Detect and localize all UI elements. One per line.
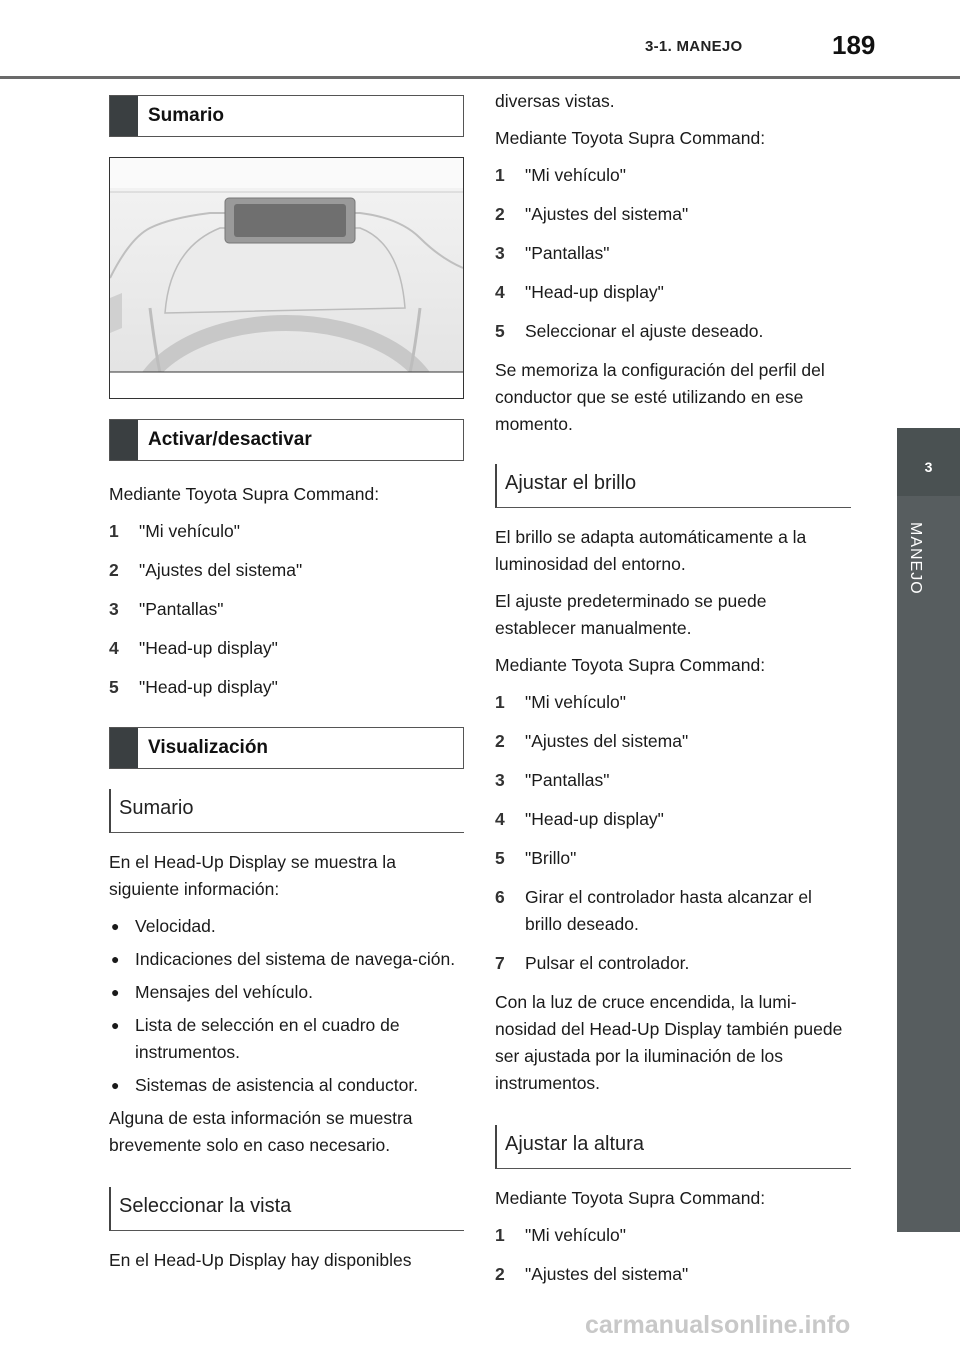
paragraph: Mediante Toyota Supra Command:	[109, 484, 380, 504]
list-item: ● Mensajes del vehículo.	[111, 982, 314, 1002]
paragraph: Con la luz de cruce encendida, la lumi-nosidad del Head-Up Display también puede ser ajustada por la iluminación de los instrumentos.	[495, 992, 843, 1093]
left-column	[109, 95, 464, 1284]
steps-list	[495, 689, 851, 977]
step: 3 "Pantallas"	[495, 243, 610, 263]
list-item: ● Lista de selección en el cuadro de instrumentos.	[111, 1015, 400, 1062]
list-item: ● Indicaciones del sistema de navega-ción.	[111, 949, 456, 969]
heading-marker	[110, 96, 138, 136]
bullet-list	[109, 913, 464, 1099]
heading-activar	[109, 419, 464, 461]
subheading-vista: Seleccionar la vista	[109, 1187, 464, 1231]
paragraph: Se memoriza la configuración del perfil del conductor que se esté utilizando en ese momento.	[495, 360, 825, 434]
heading-title: Activar/desactivar	[148, 429, 312, 450]
step: 6 Girar el controlador hasta alcanzar el brillo deseado.	[495, 887, 812, 934]
step: 1 "Mi vehículo"	[495, 1225, 626, 1245]
subheading-altura: Ajustar la altura	[495, 1125, 851, 1169]
list-item: ● Sistemas de asistencia al conductor.	[111, 1075, 419, 1095]
heading-marker	[110, 728, 138, 768]
step: 5 "Brillo"	[495, 848, 577, 868]
paragraph: Mediante Toyota Supra Command:	[495, 1188, 766, 1208]
step: 2 "Ajustes del sistema"	[495, 204, 689, 224]
paragraph: El brillo se adapta automáticamente a la luminosidad del entorno.	[495, 527, 807, 574]
step: 7 Pulsar el controlador.	[495, 953, 690, 973]
header-rule	[0, 76, 960, 79]
heading-title: Visualización	[148, 737, 269, 758]
step: 4 "Head-up display"	[495, 282, 664, 302]
paragraph: Mediante Toyota Supra Command:	[495, 128, 766, 148]
step: 4 "Head-up display"	[109, 638, 278, 658]
dashboard-illustration	[110, 158, 463, 396]
heading-title: Sumario	[148, 105, 225, 126]
step: 3 "Pantallas"	[109, 599, 224, 619]
step: 3 "Pantallas"	[495, 770, 610, 790]
step: 5 Seleccionar el ajuste deseado.	[495, 321, 764, 341]
paragraph: Alguna de esta información se muestra brevemente solo en caso necesario.	[109, 1108, 413, 1155]
subheading-sumario: Sumario	[109, 789, 464, 833]
heading-visualizacion	[109, 727, 464, 769]
watermark: carmanualsonline.info	[585, 1311, 851, 1339]
heading-sumario	[109, 95, 464, 137]
page-number: 189	[832, 30, 876, 60]
step: 1 "Mi vehículo"	[109, 521, 240, 541]
paragraph: diversas vistas.	[495, 91, 615, 111]
step: 1 "Mi vehículo"	[495, 165, 626, 185]
paragraph: El ajuste predeterminado se puede establecer manualmente.	[495, 591, 767, 638]
steps-list	[495, 162, 851, 345]
heading-marker	[110, 420, 138, 460]
chapter-tab-number[interactable]: 3	[897, 428, 960, 496]
step: 4 "Head-up display"	[495, 809, 664, 829]
chapter-tab-label: MANEJO	[907, 522, 924, 595]
hud-dashboard-figure	[109, 157, 464, 399]
paragraph: En el Head-Up Display se muestra la siguiente información:	[109, 852, 396, 899]
step: 2 "Ajustes del sistema"	[495, 1264, 689, 1284]
step: 2 "Ajustes del sistema"	[495, 731, 689, 751]
paragraph: Mediante Toyota Supra Command:	[495, 655, 766, 675]
step: 5 "Head-up display"	[109, 677, 278, 697]
paragraph: En el Head-Up Display hay disponibles	[109, 1250, 412, 1270]
list-item: ● Velocidad.	[111, 916, 216, 936]
step: 1 "Mi vehículo"	[495, 692, 626, 712]
right-column	[495, 88, 851, 1300]
chapter-tab[interactable]	[897, 496, 960, 1232]
step: 2 "Ajustes del sistema"	[109, 560, 303, 580]
subheading-brillo: Ajustar el brillo	[495, 464, 851, 508]
section-title: 3-1. MANEJO	[645, 38, 743, 55]
steps-list	[495, 1222, 851, 1288]
steps-list	[109, 518, 464, 701]
